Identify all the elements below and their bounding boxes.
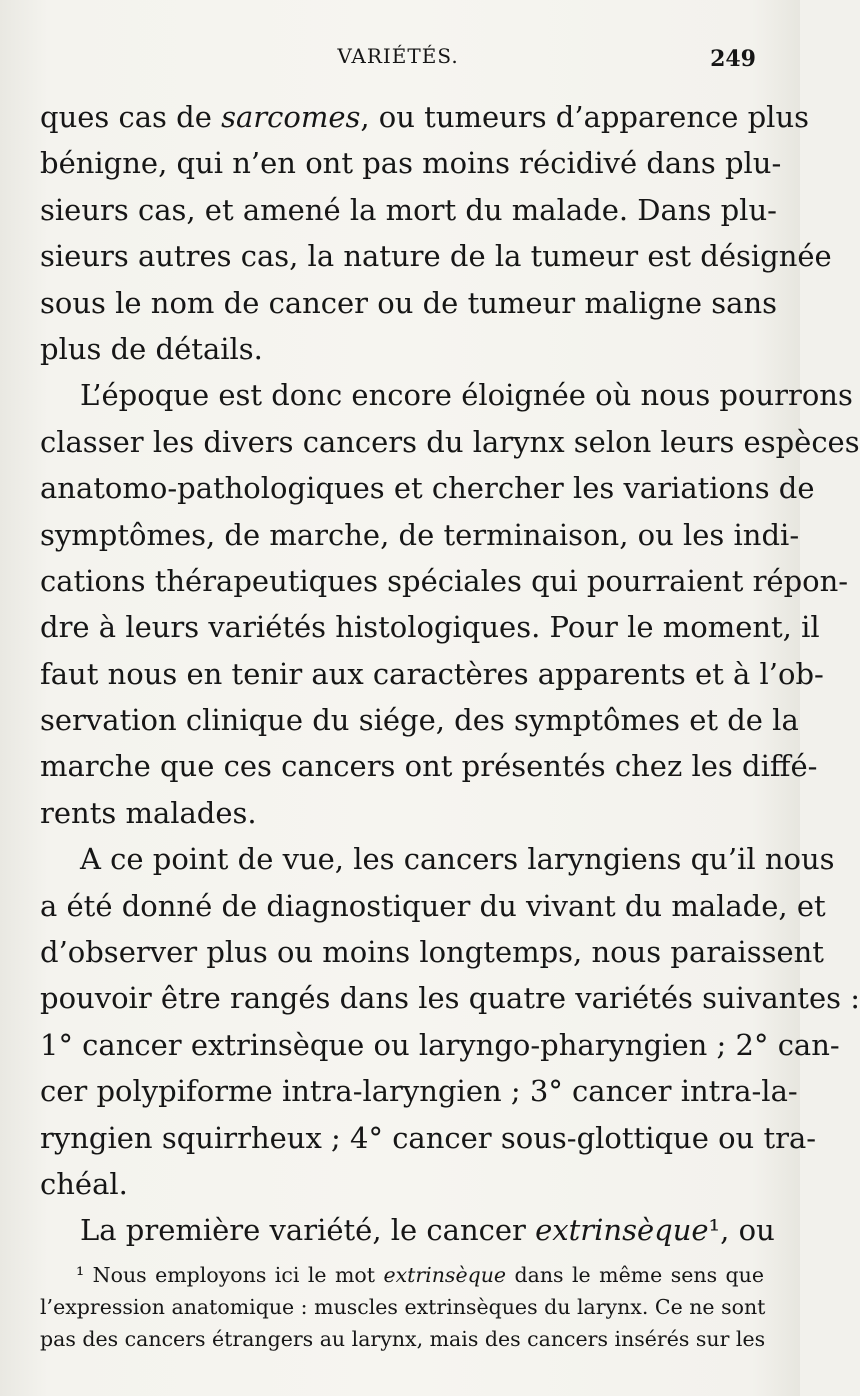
italic-term: extrinsèque bbox=[535, 1213, 709, 1248]
italic-term: sarcomes bbox=[221, 100, 361, 134]
footnote-line: ¹ Nous employons ici le mot extrinsèque dans le même sens que bbox=[76, 1263, 765, 1287]
page-number: 249 bbox=[710, 46, 756, 72]
body-line: classer les divers cancers du larynx selon leurs espèces bbox=[40, 424, 860, 459]
body-line: dre à leurs variétés histologiques. Pour le moment, il bbox=[40, 610, 820, 645]
body-line: 1° cancer extrinsèque ou laryngo-pharyngien ; 2° can- bbox=[40, 1027, 840, 1062]
body-line: symptômes, de marche, de terminaison, ou les indi- bbox=[40, 517, 800, 552]
body-line: marche que ces cancers ont présentés chez les diffé- bbox=[40, 749, 818, 784]
body-line: bénigne, qui n’en ont pas moins récidivé dans plu- bbox=[40, 146, 782, 181]
body-line: rents malades. bbox=[40, 795, 257, 830]
body-line: La première variété, le cancer extrinsèque¹, ou bbox=[80, 1213, 775, 1248]
body-line: pouvoir être rangés dans les quatre variétés suivantes : bbox=[40, 981, 860, 1016]
running-head: VARIÉTÉS. bbox=[337, 44, 459, 68]
body-line: sieurs cas, et amené la mort du malade. Dans plu- bbox=[40, 192, 777, 227]
body-line: A ce point de vue, les cancers laryngiens qu’il nous bbox=[80, 842, 835, 877]
body-line: d’observer plus ou moins longtemps, nous paraissent bbox=[40, 935, 824, 970]
body-line: cer polypiforme intra-laryngien ; 3° cancer intra-la- bbox=[40, 1074, 798, 1109]
body-line: chéal. bbox=[40, 1166, 128, 1201]
body-line: ques cas de sarcomes, ou tumeurs d’apparence plus bbox=[40, 100, 810, 134]
footnote-line: l’expression anatomique : muscles extrinsèques du larynx. Ce ne sont bbox=[40, 1295, 766, 1319]
body-line: servation clinique du siége, des symptômes et de la bbox=[40, 703, 799, 738]
body-line: anatomo-pathologiques et chercher les variations de bbox=[40, 471, 815, 506]
body-line: cations thérapeutiques spéciales qui pourraient répon- bbox=[40, 563, 849, 598]
body-line: plus de détails. bbox=[40, 331, 263, 366]
body-line: ryngien squirrheux ; 4° cancer sous-glottique ou tra- bbox=[40, 1120, 817, 1155]
body-line: a été donné de diagnostiquer du vivant du malade, et bbox=[40, 888, 826, 923]
body-line: faut nous en tenir aux caractères apparents et à l’ob- bbox=[40, 656, 824, 691]
body-line: L’époque est donc encore éloignée où nous pourrons bbox=[80, 378, 853, 413]
italic-term: extrinsèque bbox=[383, 1263, 507, 1287]
body-line: sieurs autres cas, la nature de la tumeur est désignée bbox=[40, 239, 832, 274]
body-line: sous le nom de cancer ou de tumeur maligne sans bbox=[40, 285, 778, 320]
page-header bbox=[40, 44, 756, 76]
body-text bbox=[40, 94, 860, 1254]
footnote-line: pas des cancers étrangers au larynx, mais des cancers insérés sur les bbox=[40, 1327, 766, 1351]
footnote bbox=[40, 1259, 764, 1355]
